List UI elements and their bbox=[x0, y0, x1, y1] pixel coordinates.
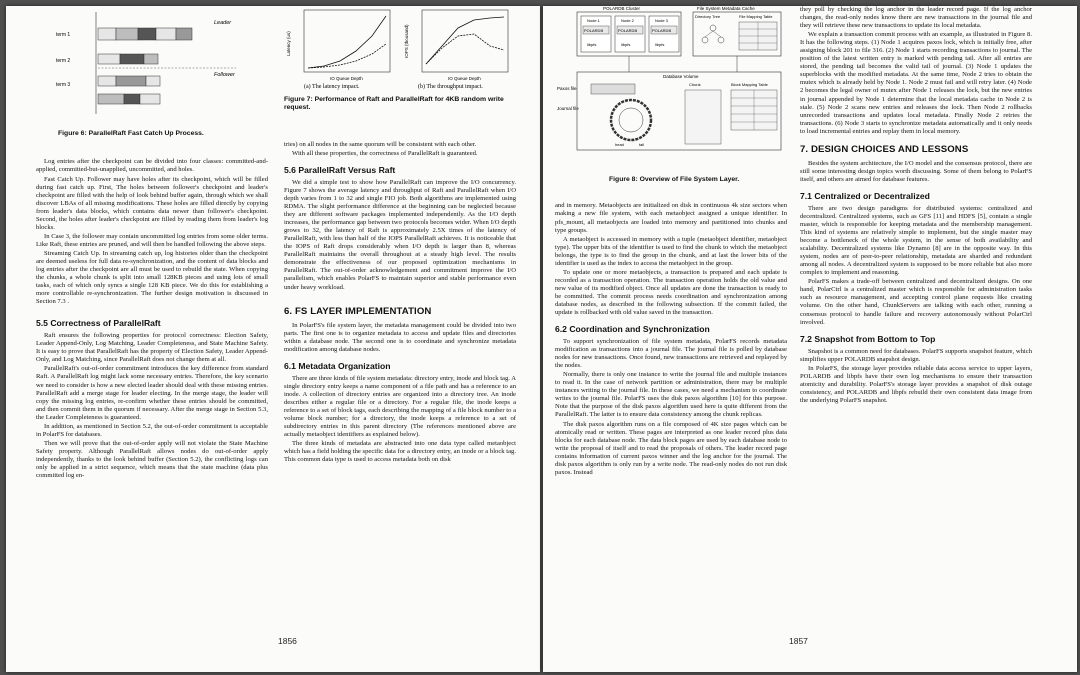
fig8-label-journal: Journal file bbox=[557, 106, 579, 111]
section-heading-7-1: 7.1 Centralized or Decentralized bbox=[800, 190, 930, 201]
fig6-label-term2: term 2 bbox=[56, 58, 71, 64]
right-page-column-2 bbox=[800, 6, 1032, 626]
figure-7 bbox=[284, 6, 516, 113]
fig8-label-node3: Node 3 bbox=[655, 18, 668, 23]
paragraph: There are three kinds of file system metadata: directory entry, inode and block tag. A single directory entry keeps a name component of a file path and has a reference to an inode. A collection of directory entries are organized into a directory tree. An inode describes either a regular file or a directory. For a regular file, the inode keeps a reference to a set of block tags, each describing the mapping of a file block number to a volume block number; for a directory, the inode keeps a reference to a set of subdirectory entries in this parent directory (The references mentioned above are actually metaobject identifiers as explained below). bbox=[284, 374, 516, 439]
fig6-label-term1: term 1 bbox=[56, 32, 71, 38]
paragraph: Raft ensures the following properties for protocol correctness: Election Safety, Leader Append-Only, Log Matching, Leader Completeness, and State Machine Safety. It is easy to prove that ParallelRaft has the property of Election Safety, Leader Append-Only, and Log Matching, since ParallelRaft does not change them at all. bbox=[36, 332, 268, 364]
paragraph: We did a simple test to show how ParallelRaft can improve the I/O concurrency. Figure 7 shows the average latency and throughput of Raft and ParallelRaft when I/O depth varies from 1 to 32 and single FIO job. Both algorithms are implemented using RDMA. The slight performance difference at the beginning can be neglected because they are different software packages implemented independently. As the I/O depth increases, the performance gap between two protocols becomes wider. When I/O depth grows to 32, the latency of Raft is approximately 2.5X times of the latency of ParallelRaft, with less than half of the IOPS ParallelRaft achieves. It is noticeable that the IOPS of Raft drops considerably when I/O depth is larger than 8, whereas ParallelRaft maintains the overall throughout at a steady high level. The results demonstrate the effectiveness of our proposed optimization mechanisms in ParallelRaft. The out-of-order acknowledgement and commitment improve the I/O parallelism, which enables PolarFS to maintain superior and stable performance even under heavy workload. bbox=[284, 178, 516, 291]
right-page-column-1 bbox=[555, 6, 787, 626]
section-heading-5-5: 5.5 Correctness of ParallelRaft bbox=[36, 318, 161, 329]
figure-7-caption: Figure 7: Performance of Raft and ParallelRaft for 4KB random write request. bbox=[284, 96, 504, 112]
paragraph: A metaobject is accessed in memory with a tuple (metaobject identifier, metaobject type). The upper bits of the identifier is used to find the chunk to which the metaobject belongs, the type is to find the group in the chunk, and at last the lower bits of the identifier is used as the index to access the metaobject in the group. bbox=[555, 235, 787, 267]
fig8-label-node2: Node 2 bbox=[621, 18, 634, 23]
paragraph: Log entries after the checkpoint can be divided into four classes: committed-and-applied, committed-but-unapplied, uncommitted, and holes. bbox=[36, 158, 268, 174]
fig8-label-node1: Node 1 bbox=[587, 18, 600, 23]
fig8-label-libpfs: libpfs bbox=[587, 42, 597, 47]
figure-6 bbox=[36, 6, 268, 138]
fig8-label-head: head bbox=[615, 142, 624, 147]
paragraph: To support synchronization of file system metadata, PolarFS records metadata modification as transactions into a journal file. The journal file is polled by database nodes for new transactions. Once found, new transactions are retrieved and replayed by the nodes. bbox=[555, 338, 787, 370]
paragraph: We explain a transaction commit process with an example, as illustrated in Figure 8. It has the following steps. (1) Node 1 acquires paxos lock, which is initially free, after assigning block 201 to file 316. (2) Node 1 starts recording transactions to journal. The position of the latest written entry is marked with pending tail. After all entries are stored, the pending tail becomes the valid tail of journal. (3) Node 1 updates the superblocks with the modified metadata. At the same time, Node 2 tries to obtain the mutex which is already held by Node 1. Node 2 must fail and will retry later. (4) Node 2 becomes the legal owner of mutex after Node 1 releases the lock, but the new entries in journal appended by Node 1 determine that the local metadata cache in Node 2 is stale. (5) Node 2 scans new entries and releases the lock. Then Node 2 rollbacks unrecorded transactions and updates local metadata. Finally Node 2 retries the transactions. (6) Node 3 starts to synchronize metadata automatically and it only needs to load incremental entries and replay them in local memory. bbox=[800, 31, 1032, 135]
paragraph: Besides the system architecture, the I/O model and the consensus protocol, there are still some interesting design topics worth discussing. Some of them belong to PolarFS itself, and others are aimed for database features. bbox=[800, 159, 1032, 183]
left-page-column-2 bbox=[284, 6, 516, 626]
paragraph: PolarFS makes a trade-off between centralized and decentralized designs. On one hand, PolarCtrl is a centralized master which is responsible for administration tasks such as resource management, and accepting control plane requests like creating volume. On the other hand, ChunkServers are talking with each other, running a consensus protocol to handle failure and recovery autonomously without PolarCtrl involved. bbox=[800, 278, 1032, 326]
fig7a-ylabel: Latency (us) bbox=[286, 31, 291, 56]
paragraph: Streaming Catch Up. In streaming catch up, log histories older than the checkpoint are deemed useless for full data re-synchronization, and the content of data blocks and log entries after the checkpoint are all must be used to rebuild the state. When copying the chunks, a whole chunk is split into small 128KB pieces and using lots of small tasks, each of which only syncs a single 128 KB piece. We do this for establishing a more controllable re-synchronization. The further design motivation is discussed in Section 7.3 . bbox=[36, 249, 268, 306]
fig7b-ylabel: IOPS (thousand) bbox=[404, 24, 409, 58]
paragraph: tries) on all nodes in the same quorum will be consistent with each other. bbox=[284, 140, 477, 148]
fig8-label-tail: tail bbox=[639, 142, 645, 147]
paragraph: There are two design paradigms for distributed systems: centralized and decentralized. Centralized systems, such as GFS [11] and HDFS [5], contain a single master, which is responsible for keeping metadata and the membership management. This kind of systems are relatively simple to implement, but the single master may become a bottleneck of the whole system, in the sense of both availability and scalability. Decentralized systems like Dynamo [8] are in the opposite way. In this system, nodes are of peer-to-peer relationship, metadata are sharded and redundant among all nodes. A decentralized system is supposed to be more reliable but also more complex to implement and reasoning. bbox=[800, 204, 1032, 277]
paragraph: Then we will prove that the out-of-order apply will not violate the State Machine Safety property. Although ParallelRaft allows nodes do out-of-order apply independently, thanks to the look behind buffer (Section 5.2), the conflicting logs can only be applied in a strict sequence, which means that the state machine (data plus committed log en- bbox=[36, 439, 268, 480]
paragraph: ParallelRaft's out-of-order commitment introduces the key difference from standard Raft. A ParallelRaft log might lack some necessary entries. Therefore, the key scenario we need to consider is how a new elected leader should deal with these missing entries. ParallelRaft add a merge stage for leader electing. In the merge stage, the leader will copy the missing log entries, re-confirm whether these entries should be committed, and then commit them in the quorum if necessary. After the merge stage in Section 5.3, the Leader Completeness is guaranteed. bbox=[36, 365, 268, 421]
paragraph: In PolarFS, the storage layer provides reliable data access service to upper layers, POLARDB and libpfs have their own log mechanisms to ensure their transaction atomicity and durability. PolarFS's storage layer provides a snapshot of disk outage consistency, and POLARDB and libpfs rebuild their own consistent data image from the underlying PolarFS snapshot. bbox=[800, 364, 1032, 404]
fig7a-subcaption: (a) The latency impact. bbox=[304, 84, 360, 90]
page-number: 1856 bbox=[278, 636, 297, 646]
section-heading-7-2: 7.2 Snapshot from Bottom to Top bbox=[800, 333, 936, 344]
paragraph: In PolarFS's file system layer, the metadata management could be divided into two parts. The first one is to organize metadata to access and update files and directories within a database node. The second one is to coordinate and synchronize metadata modification among database nodes. bbox=[284, 321, 516, 353]
paragraph: and in memory. Metaobjects are initialized on disk in continuous 4k size sectors when making a new file system, with each metaobject assigned a unique identifier. In pfs_mount, all metaobjects are loaded into memory and partitioned into chunks and type groups. bbox=[555, 202, 787, 234]
fig8-label-paxos: Paxos file bbox=[557, 86, 577, 91]
paragraph: Normally, there is only one instance to write the journal file and multiple instances to read it. In the case of network partition or administration, there may be multiple instances writing to the journal file. In these cases, we need a mechanism to coordinate writes to the journal file. PolarFS uses the disk paxos algorithm [10] for this purpose. Note that the purpose of the disk paxos algorithm used here is quite different from the ParallelRaft. The latter is to ensure data consistency among the chunk replicas. bbox=[555, 371, 787, 419]
fig8-label-polardb: POLARDB bbox=[652, 28, 672, 33]
fig6-label-follower: Follower bbox=[214, 72, 235, 78]
fig8-label-block-map: Block Mapping Table bbox=[731, 82, 768, 87]
section-heading-6-1: 6.1 Metadata Organization bbox=[284, 360, 391, 371]
paragraph: The three kinds of metadata are abstracted into one data type called metaobject which has a field holding the specific data for a directory entry, an inode or a block tag. This common data type is used to access metadata both on disk bbox=[284, 440, 516, 464]
paragraph: The disk paxos algorithm runs on a file composed of 4K size pages which can be atomically read or written. These pages are interpreted as one leader record plus data blocks for each database node. The data block pages are used by each database node to write the proposal of itself and to read the proposals of others. The leader record page contains information of current paxos winner and the log anchor for the journal. The disk paxos algorithm is only run by a write node. The read-only nodes do not run disk paxos. Instead bbox=[555, 420, 787, 476]
fig8-label-file-map: File Mapping Table bbox=[739, 14, 773, 19]
fig8-label-cache: File System Metadata Cache bbox=[697, 6, 755, 11]
figure-6-caption: Figure 6: ParallelRaft Fast Catch Up Process. bbox=[58, 130, 204, 137]
fig7b-xlabel: IO Queue Depth bbox=[448, 76, 481, 81]
fig8-label-libpfs: libpfs bbox=[655, 42, 665, 47]
paragraph: In Case 3, the follower may contain uncommitted log entries from some older terms. Like Raft, these entries are pruned, and will then be handled following the above steps. bbox=[36, 232, 268, 248]
paragraph: In addition, as mentioned in Section 5.2, the out-of-order commitment is acceptable in PolarFS for databases. bbox=[36, 422, 268, 438]
section-heading-6-2: 6.2 Coordination and Synchronization bbox=[555, 324, 710, 335]
paragraph: Fast Catch Up. Follower may have holes after its checkpoint, which will be filled during fast catch up. First, The holes between follower's checkpoint and leader's checkpoint are filled with the help of look behind buffer again, through which we shall discover LBAs of all missing modifications. These holes are filled directly by copying from leader's data blocks, which contains data newer than follower's checkpoint. Second, the holes after leader's checkpoint are filled by reading them from leader's log blocks. bbox=[36, 175, 268, 231]
figure-8 bbox=[555, 6, 787, 184]
left-page bbox=[6, 6, 540, 672]
section-heading-6: 6. FS LAYER IMPLEMENTATION bbox=[284, 305, 432, 317]
fig8-label-chunk: Chunk bbox=[689, 82, 701, 87]
fig8-label-libpfs: libpfs bbox=[621, 42, 631, 47]
fig8-label-cluster: POLARDB Cluster bbox=[603, 6, 641, 11]
section-heading-7: 7. DESIGN CHOICES AND LESSONS bbox=[800, 143, 969, 155]
page-number: 1857 bbox=[789, 636, 808, 646]
right-page bbox=[543, 6, 1077, 672]
paragraph: they poll by checking the log anchor in the leader record page. If the log anchor changes, the read-only nodes know there are new transactions in the journal file and they will retrieve these new transactions to update its local metadata. bbox=[800, 6, 1032, 30]
paragraph: Snapshot is a common need for databases. PolarFS supports snapshot feature, which simplifies upper POLARDB snapshot design. bbox=[800, 347, 1032, 363]
fig8-label-polardb: POLARDB bbox=[618, 28, 638, 33]
left-page-column-1 bbox=[36, 6, 268, 626]
fig6-label-term3: term 3 bbox=[56, 82, 71, 88]
fig6-label-leader: Leader bbox=[214, 20, 232, 26]
fig8-label-dir-tree: Directory Tree bbox=[695, 14, 721, 19]
paragraph: With all these properties, the correctness of ParallelRaft is guaranteed. bbox=[292, 149, 478, 157]
section-heading-5-6: 5.6 ParallelRaft Versus Raft bbox=[284, 164, 396, 175]
fig7b-subcaption: (b) The throughput impact. bbox=[418, 84, 483, 90]
figure-8-caption: Figure 8: Overview of File System Layer. bbox=[609, 176, 740, 183]
paragraph: To update one or more metaobjects, a transaction is prepared and each update is recorded as a transaction operation. The transaction operation holds the old value and new value of its modified object. Once all updates are done the transaction is ready to be committed. The commit process needs coordination and synchronization among database nodes, as described in the following subsection. If the commit failed, the update is rollbacked with old value saved in the transaction. bbox=[555, 268, 787, 317]
fig8-label-volume: Database Volume bbox=[663, 74, 699, 79]
fig8-label-polardb: POLARDB bbox=[584, 28, 604, 33]
fig7a-xlabel: IO Queue Depth bbox=[330, 76, 363, 81]
